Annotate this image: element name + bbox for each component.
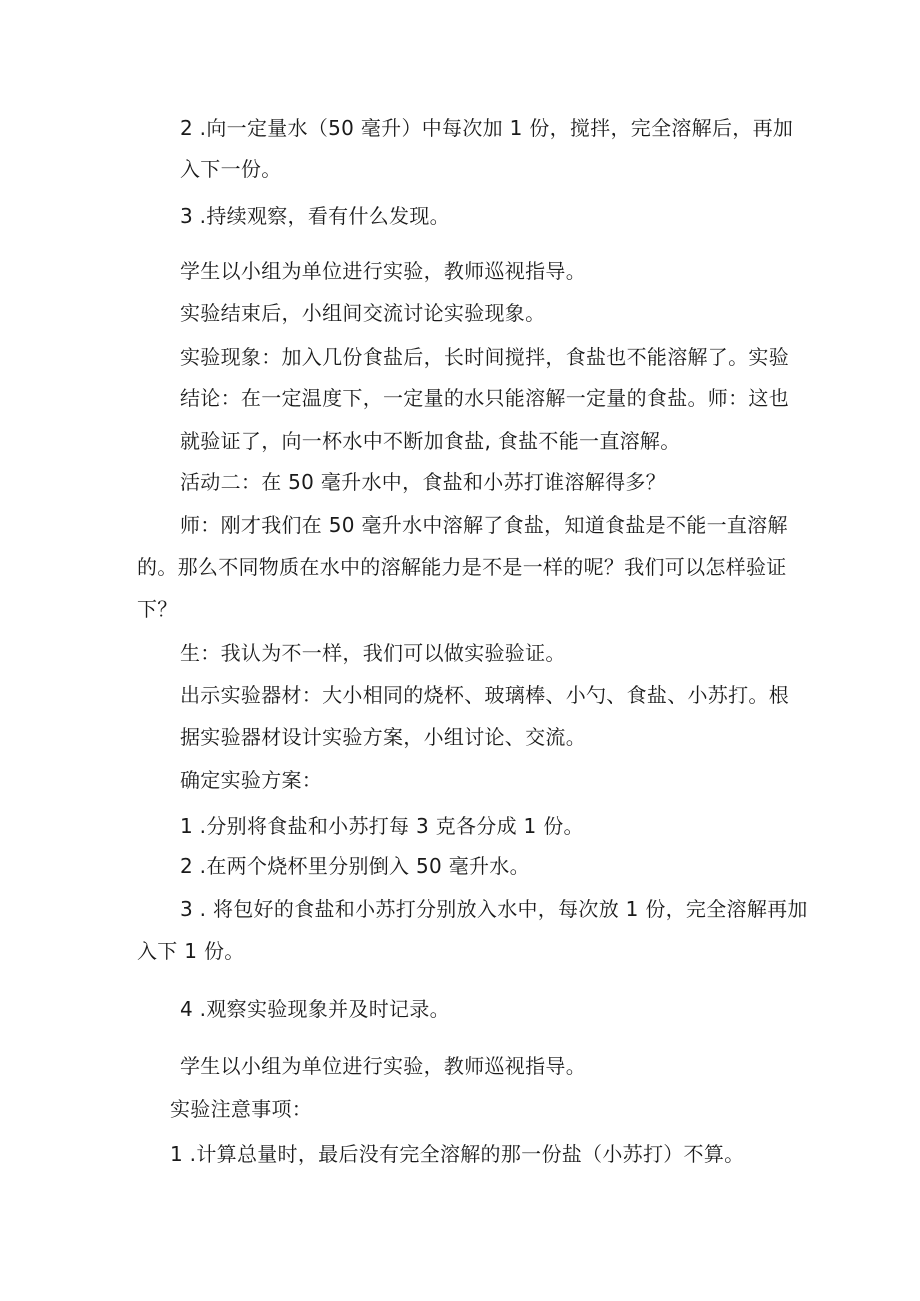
text-line: 据实验器材设计实验方案，小组讨论、交流。 bbox=[180, 725, 586, 749]
text-line: 结论：在一定温度下，一定量的水只能溶解一定量的食盐。师：这也 bbox=[180, 386, 789, 410]
text-line: 出示实验器材：大小相同的烧杯、玻璃棒、小勺、食盐、小苏打。根 bbox=[180, 683, 789, 707]
text-line: 就验证了，向一杯水中不断加食盐, 食盐不能一直溶解。 bbox=[180, 429, 681, 453]
text-line: 师：刚才我们在 50 毫升水中溶解了食盐，知道食盐是不能一直溶解 bbox=[180, 513, 788, 537]
text-line: 入下 1 份。 bbox=[137, 939, 245, 963]
text-line: 活动二：在 50 毫升水中，食盐和小苏打谁溶解得多？ bbox=[180, 470, 666, 494]
text-line: 1 .分别将食盐和小苏打每 3 克各分成 1 份。 bbox=[180, 814, 584, 838]
text-line: 1 .计算总量时，最后没有完全溶解的那一份盐（小苏打）不算。 bbox=[170, 1142, 745, 1166]
text-line: 生：我认为不一样，我们可以做实验验证。 bbox=[180, 641, 566, 665]
text-line: 3 .持续观察，看有什么发现。 bbox=[180, 204, 450, 228]
text-line: 实验结束后，小组间交流讨论实验现象。 bbox=[180, 301, 546, 325]
text-line: 下？ bbox=[137, 597, 178, 621]
text-line: 4 .观察实验现象并及时记录。 bbox=[180, 997, 450, 1021]
text-line: 确定实验方案： bbox=[180, 768, 323, 792]
text-line: 的。那么不同物质在水中的溶解能力是不是一样的呢？我们可以怎样验证 bbox=[137, 555, 787, 579]
text-line: 学生以小组为单位进行实验，教师巡视指导。 bbox=[180, 259, 586, 283]
text-line: 3 . 将包好的食盐和小苏打分别放入水中，每次放 1 份，完全溶解再加 bbox=[180, 897, 808, 921]
text-line: 入下一份。 bbox=[180, 157, 282, 181]
text-line: 2 .在两个烧杯里分别倒入 50 毫升水。 bbox=[180, 854, 530, 878]
text-line: 学生以小组为单位进行实验，教师巡视指导。 bbox=[180, 1054, 586, 1078]
text-line: 2 .向一定量水（50 毫升）中每次加 1 份，搅拌，完全溶解后，再加 bbox=[180, 116, 794, 140]
text-line: 实验注意事项： bbox=[170, 1097, 313, 1121]
text-line: 实验现象：加入几份食盐后，长时间搅拌，食盐也不能溶解了。实验 bbox=[180, 345, 789, 369]
